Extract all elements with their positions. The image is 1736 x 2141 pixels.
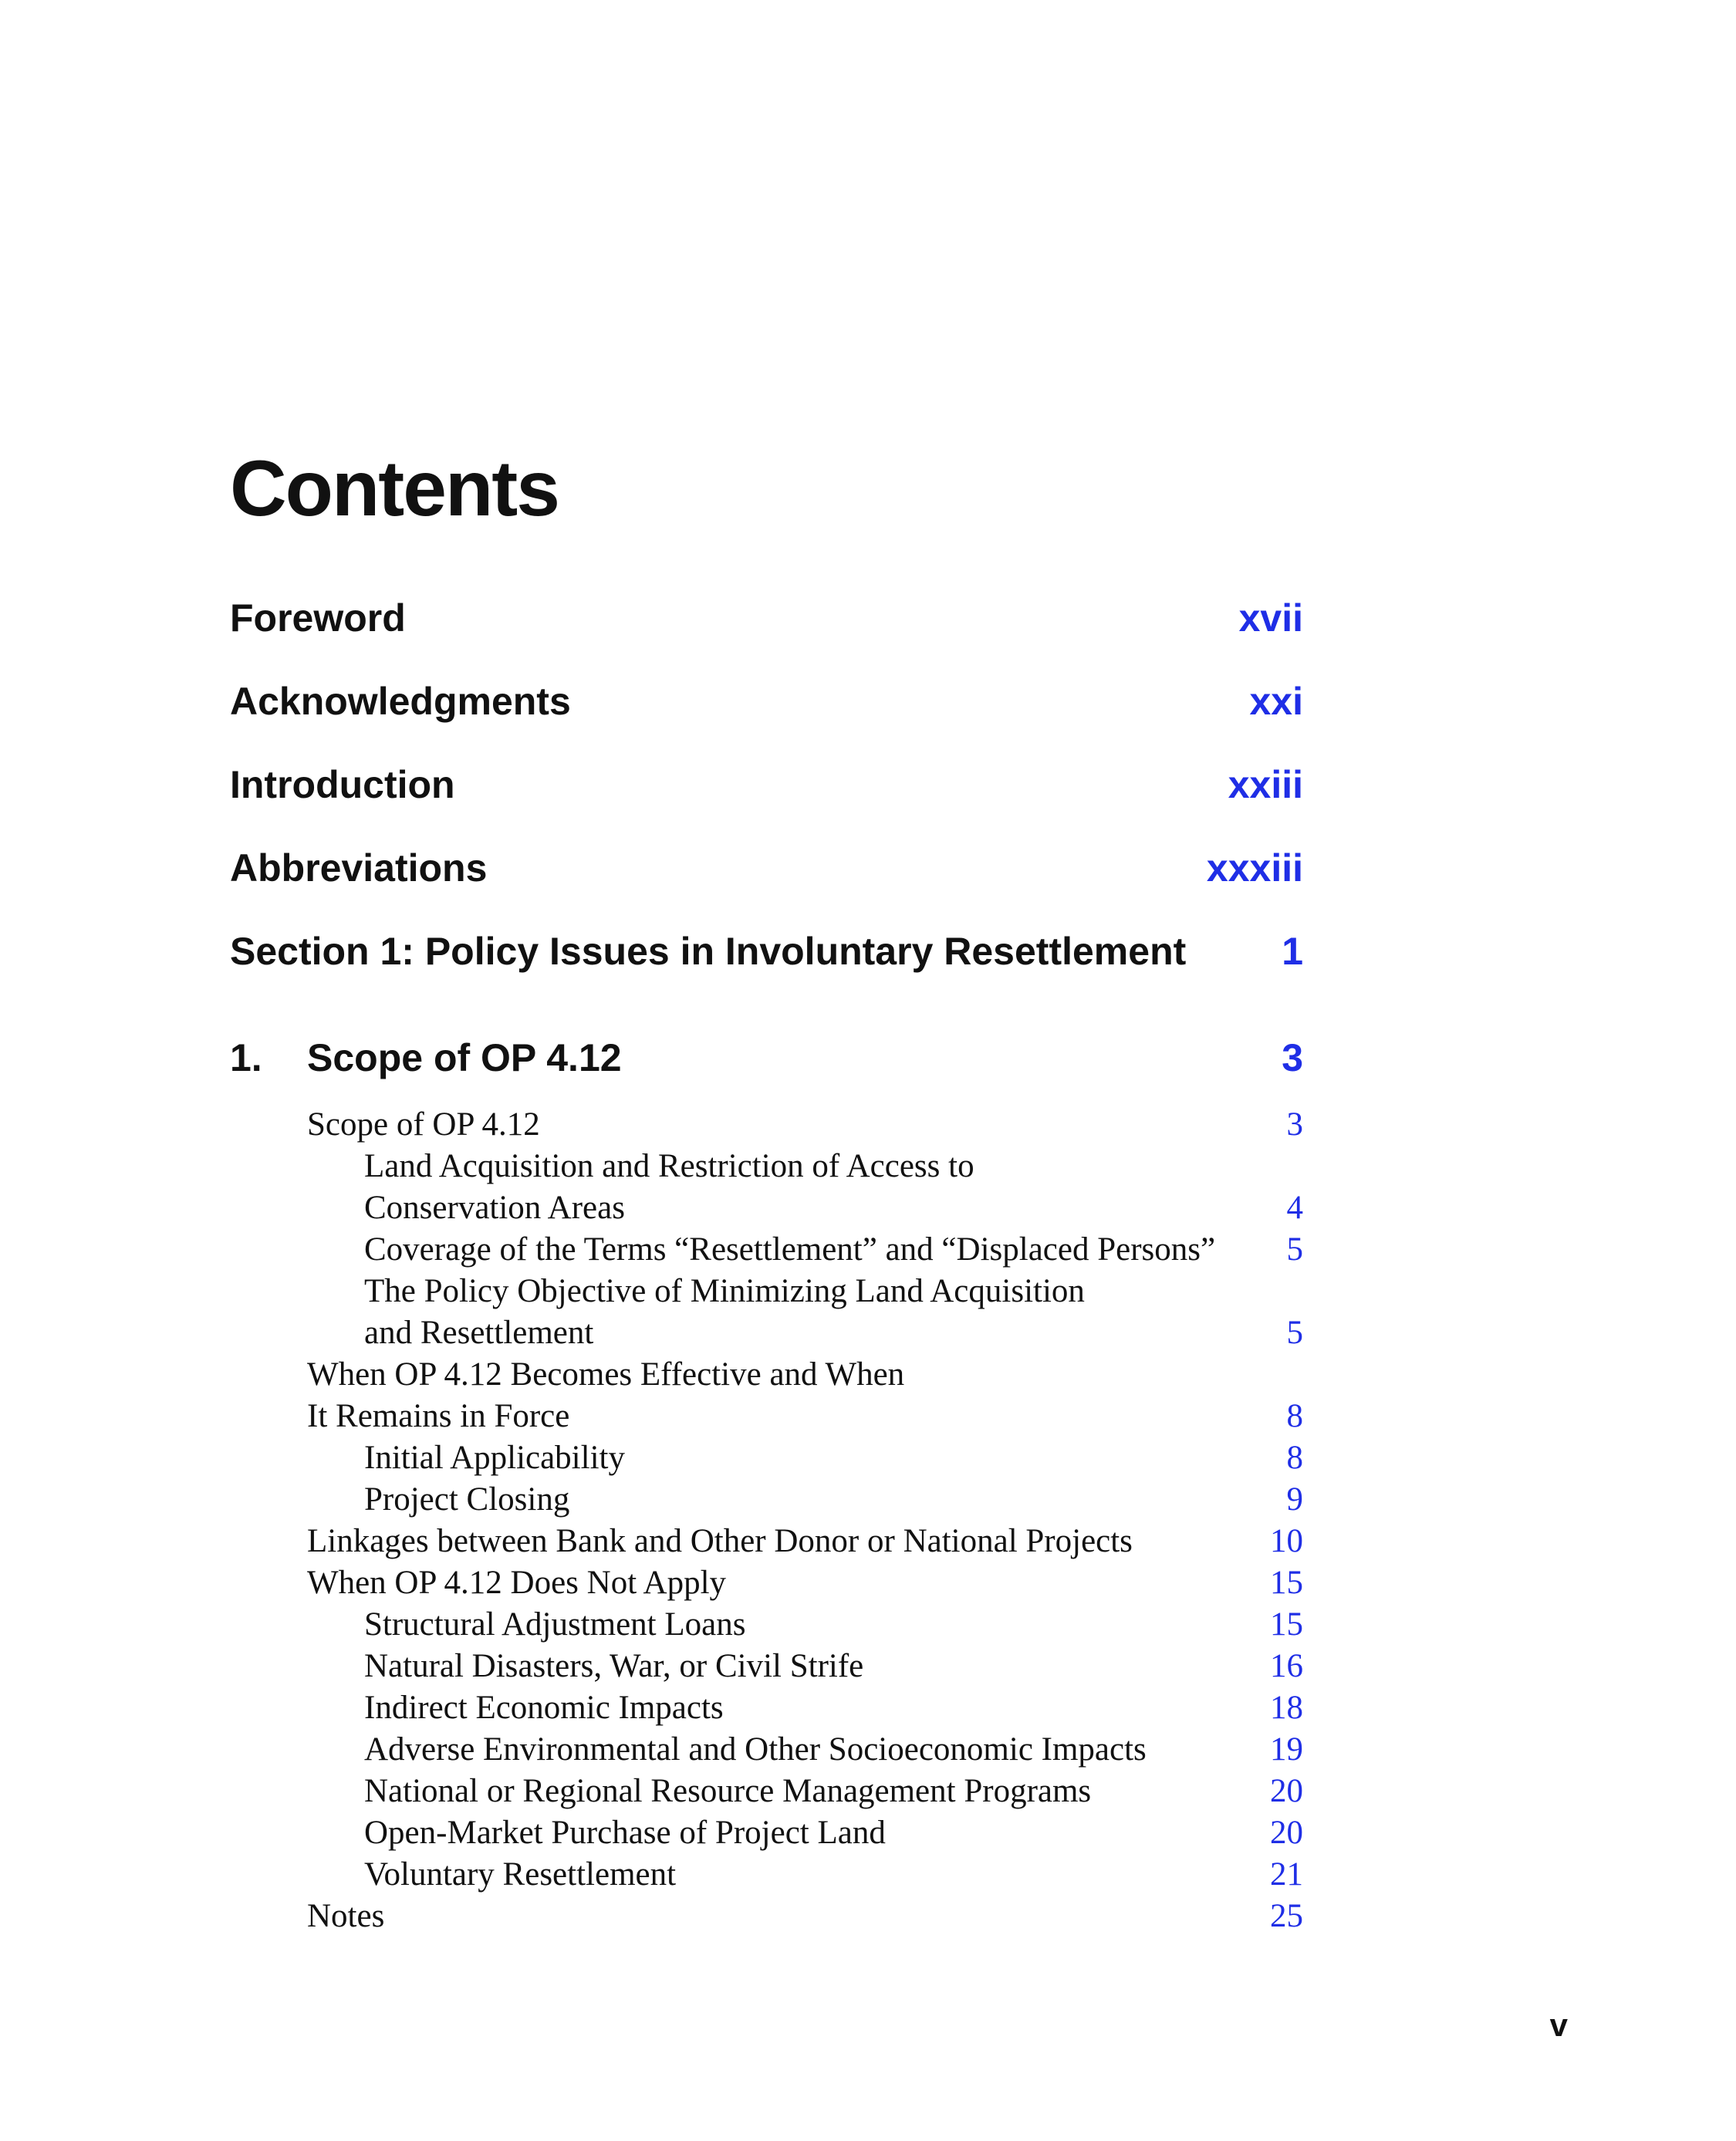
toc-entry-label: Linkages between Bank and Other Donor or National Projects: [307, 1523, 1133, 1559]
toc-item-label: Abbreviations: [230, 846, 488, 890]
toc-entry-label: Coverage of the Terms “Resettlement” and “Displaced Persons”: [364, 1231, 1216, 1268]
toc-entry-label: Initial Applicability: [364, 1440, 625, 1476]
toc-entry-label: Land Acquisition and Restriction of Access to: [364, 1148, 974, 1184]
toc-item-label: Section 1: Policy Issues in Involuntary Resettlement: [230, 930, 1187, 973]
toc-entry-page-number[interactable]: 15: [1270, 1565, 1303, 1601]
toc-item-page-number[interactable]: 1: [1282, 930, 1303, 973]
page-title: Contents: [230, 444, 559, 532]
toc-entry-label: Voluntary Resettlement: [364, 1856, 677, 1893]
toc-entry-label: Natural Disasters, War, or Civil Strife: [364, 1648, 864, 1684]
toc-entry-page-number[interactable]: 15: [1270, 1606, 1303, 1643]
toc-entry-page-number[interactable]: 8: [1286, 1440, 1303, 1476]
toc-item-label: Foreword: [230, 596, 406, 640]
toc-entry-page-number[interactable]: 9: [1286, 1481, 1303, 1518]
toc-entry-page-number[interactable]: 21: [1270, 1856, 1303, 1893]
toc-entry-page-number[interactable]: 5: [1286, 1315, 1303, 1351]
chapter-title: Scope of OP 4.12: [307, 1036, 622, 1079]
toc-entry-page-number[interactable]: 18: [1270, 1690, 1303, 1726]
page-folio: v: [1549, 2007, 1568, 2043]
toc-entry-label: Structural Adjustment Loans: [364, 1606, 746, 1643]
toc-item-page-number[interactable]: xvii: [1238, 596, 1303, 640]
toc-item-page-number[interactable]: xxi: [1249, 680, 1303, 723]
toc-entry-label: When OP 4.12 Does Not Apply: [307, 1565, 727, 1601]
toc-entry-label: National or Regional Resource Management Programs: [364, 1773, 1092, 1809]
toc-entry-page-number[interactable]: 8: [1286, 1398, 1303, 1434]
toc-entry-label: The Policy Objective of Minimizing Land Acquisition: [364, 1273, 1085, 1309]
toc-entry-label: Open-Market Purchase of Project Land: [364, 1815, 886, 1851]
chapter-number: 1.: [230, 1036, 262, 1079]
toc-entry-label: Scope of OP 4.12: [307, 1106, 540, 1143]
toc-item-page-number[interactable]: xxxiii: [1206, 846, 1303, 890]
toc-entry-label: When OP 4.12 Becomes Effective and When: [307, 1356, 905, 1393]
toc-item-label: Acknowledgments: [230, 680, 571, 723]
chapter-page-number[interactable]: 3: [1282, 1036, 1303, 1079]
toc-entry-label: Indirect Economic Impacts: [364, 1690, 724, 1726]
toc-entry-page-number[interactable]: 20: [1270, 1815, 1303, 1851]
toc-entry-page-number[interactable]: 5: [1286, 1231, 1303, 1268]
toc-entry-label: Notes: [307, 1898, 385, 1934]
toc-entry-label: Conservation Areas: [364, 1190, 625, 1226]
toc-entry-label: Adverse Environmental and Other Socioeconomic Impacts: [364, 1731, 1147, 1768]
toc-entry-page-number[interactable]: 25: [1270, 1898, 1303, 1934]
toc-entry-page-number[interactable]: 10: [1270, 1523, 1303, 1559]
toc-item-page-number[interactable]: xxiii: [1228, 763, 1303, 806]
toc-entry-page-number[interactable]: 19: [1270, 1731, 1303, 1768]
toc-entry-label: and Resettlement: [364, 1315, 594, 1351]
toc-entry-label: It Remains in Force: [307, 1398, 570, 1434]
toc-item-label: Introduction: [230, 763, 455, 806]
toc-entry-page-number[interactable]: 16: [1270, 1648, 1303, 1684]
toc-entry-page-number[interactable]: 3: [1286, 1106, 1303, 1143]
toc-entry-label: Project Closing: [364, 1481, 570, 1518]
toc-entry-page-number[interactable]: 4: [1286, 1190, 1303, 1226]
toc-entry-page-number[interactable]: 20: [1270, 1773, 1303, 1809]
